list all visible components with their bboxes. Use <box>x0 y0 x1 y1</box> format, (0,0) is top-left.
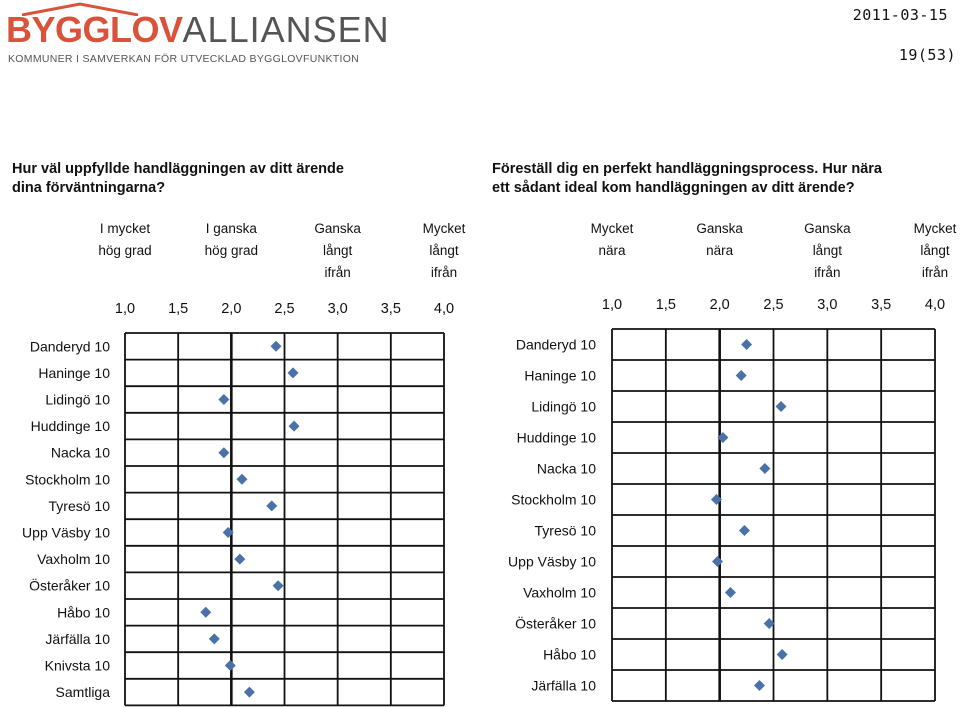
left-marker <box>236 474 247 485</box>
left-category-label: Lidingö 10 <box>45 391 110 408</box>
left-marker <box>288 367 299 378</box>
left-category-label: Stockholm 10 <box>25 471 110 488</box>
right-marker <box>777 649 788 660</box>
right-marker <box>759 463 770 474</box>
right-scale-label: ifrån <box>921 265 949 280</box>
right-scale-label: Ganska <box>804 221 851 236</box>
left-question-line-2: dina förväntningarna? <box>12 180 166 196</box>
left-tick-label: 4,0 <box>433 301 455 317</box>
right-marker <box>725 587 736 598</box>
right-category-label: Stockholm 10 <box>511 491 596 508</box>
left-marker <box>234 554 245 565</box>
left-scale-label: långt <box>323 243 353 258</box>
right-marker <box>712 556 723 567</box>
left-marker <box>218 447 229 458</box>
right-tick-label: 1,5 <box>655 297 676 313</box>
left-marker <box>209 633 220 644</box>
right-scale-label: ifrån <box>814 265 841 280</box>
left-scale-label: I mycket <box>99 221 151 236</box>
left-category-label: Tyresö 10 <box>48 497 110 514</box>
left-category-label: Upp Väsby 10 <box>22 524 110 541</box>
left-scale-label: hög grad <box>204 243 258 258</box>
left-marker <box>244 687 255 698</box>
left-scale-label: Ganska <box>314 221 361 236</box>
right-marker <box>739 525 750 536</box>
right-tick-label: 1,0 <box>601 297 623 313</box>
right-marker <box>754 680 765 691</box>
right-scale-label: långt <box>812 243 842 258</box>
left-scale-label: ifrån <box>430 265 458 280</box>
left-marker <box>270 341 281 352</box>
right-scale-label: långt <box>920 243 950 258</box>
left-category-label: Nacka 10 <box>50 444 110 461</box>
right-marker <box>736 370 747 381</box>
right-category-label: Tyresö 10 <box>534 522 596 539</box>
left-scale-label: ifrån <box>324 265 351 280</box>
left-tick-label: 1,0 <box>114 301 136 317</box>
document-date: 2011-03-15 <box>852 6 948 24</box>
right-category-label: Österåker 10 <box>515 615 596 632</box>
left-scale-label: Mycket <box>422 221 466 236</box>
left-tick-label: 2,5 <box>274 301 295 317</box>
right-tick-label: 4,0 <box>924 297 946 313</box>
left-scale-label: långt <box>429 243 459 258</box>
left-marker <box>273 580 284 591</box>
right-scale-label: Ganska <box>696 221 743 236</box>
left-tick-label: 3,5 <box>380 301 401 317</box>
right-tick-label: 3,0 <box>817 297 838 313</box>
right-category-label: Håbo 10 <box>543 646 596 663</box>
logo-subtitle: KOMMUNER I SAMVERKAN FÖR UTVECKLAD BYGGLOVFUNKTION <box>8 53 360 65</box>
left-tick-label: 2,0 <box>221 301 242 317</box>
left-marker <box>218 394 229 405</box>
right-tick-label: 2,0 <box>709 297 730 313</box>
left-category-label: Håbo 10 <box>57 604 110 621</box>
right-category-label: Vaxholm 10 <box>523 584 596 601</box>
left-tick-label: 3,0 <box>327 301 348 317</box>
left-marker <box>200 607 211 618</box>
left-marker <box>289 421 300 432</box>
left-question-line-1: Hur väl uppfyllde handläggningen av ditt ärende <box>12 161 344 177</box>
left-category-label: Österåker 10 <box>29 577 110 594</box>
right-scale-label: Mycket <box>913 221 957 236</box>
right-marker <box>741 339 752 350</box>
left-marker <box>225 660 236 671</box>
left-category-label: Huddinge 10 <box>30 418 110 435</box>
right-category-label: Danderyd 10 <box>515 336 596 353</box>
right-category-label: Haninge 10 <box>524 367 596 384</box>
left-category-label: Järfälla 10 <box>45 630 110 647</box>
left-category-label: Haninge 10 <box>38 364 110 381</box>
left-category-label: Danderyd 10 <box>29 338 110 355</box>
left-category-label: Samtliga <box>55 684 110 701</box>
left-scale-label: hög grad <box>98 243 152 258</box>
right-category-label: Lidingö 10 <box>531 398 596 415</box>
logo-light-text: ALLIANSEN <box>182 9 390 50</box>
right-marker <box>776 401 787 412</box>
left-tick-label: 1,5 <box>168 301 189 317</box>
left-category-label: Knivsta 10 <box>44 657 110 674</box>
right-scale-label: nära <box>706 243 734 258</box>
right-question-line-1: Föreställ dig en perfekt handläggningsprocess. Hur nära <box>492 161 882 177</box>
left-scale-label: I ganska <box>205 221 257 236</box>
right-category-label: Huddinge 10 <box>516 429 596 446</box>
right-tick-label: 3,5 <box>871 297 892 313</box>
right-question-line-2: ett sådant ideal kom handläggningen av ditt ärende? <box>492 180 855 196</box>
right-chart <box>508 221 957 701</box>
right-scale-label: nära <box>598 243 626 258</box>
right-category-label: Nacka 10 <box>536 460 596 477</box>
logo-bold-text: BYGGLOV <box>6 9 183 50</box>
left-marker <box>266 500 277 511</box>
page-number: 19(53) <box>898 46 956 64</box>
left-chart <box>22 221 466 705</box>
right-category-label: Järfälla 10 <box>531 677 596 694</box>
right-tick-label: 2,5 <box>763 297 784 313</box>
right-category-label: Upp Väsby 10 <box>508 553 596 570</box>
right-scale-label: Mycket <box>590 221 634 236</box>
left-category-label: Vaxholm 10 <box>37 551 110 568</box>
